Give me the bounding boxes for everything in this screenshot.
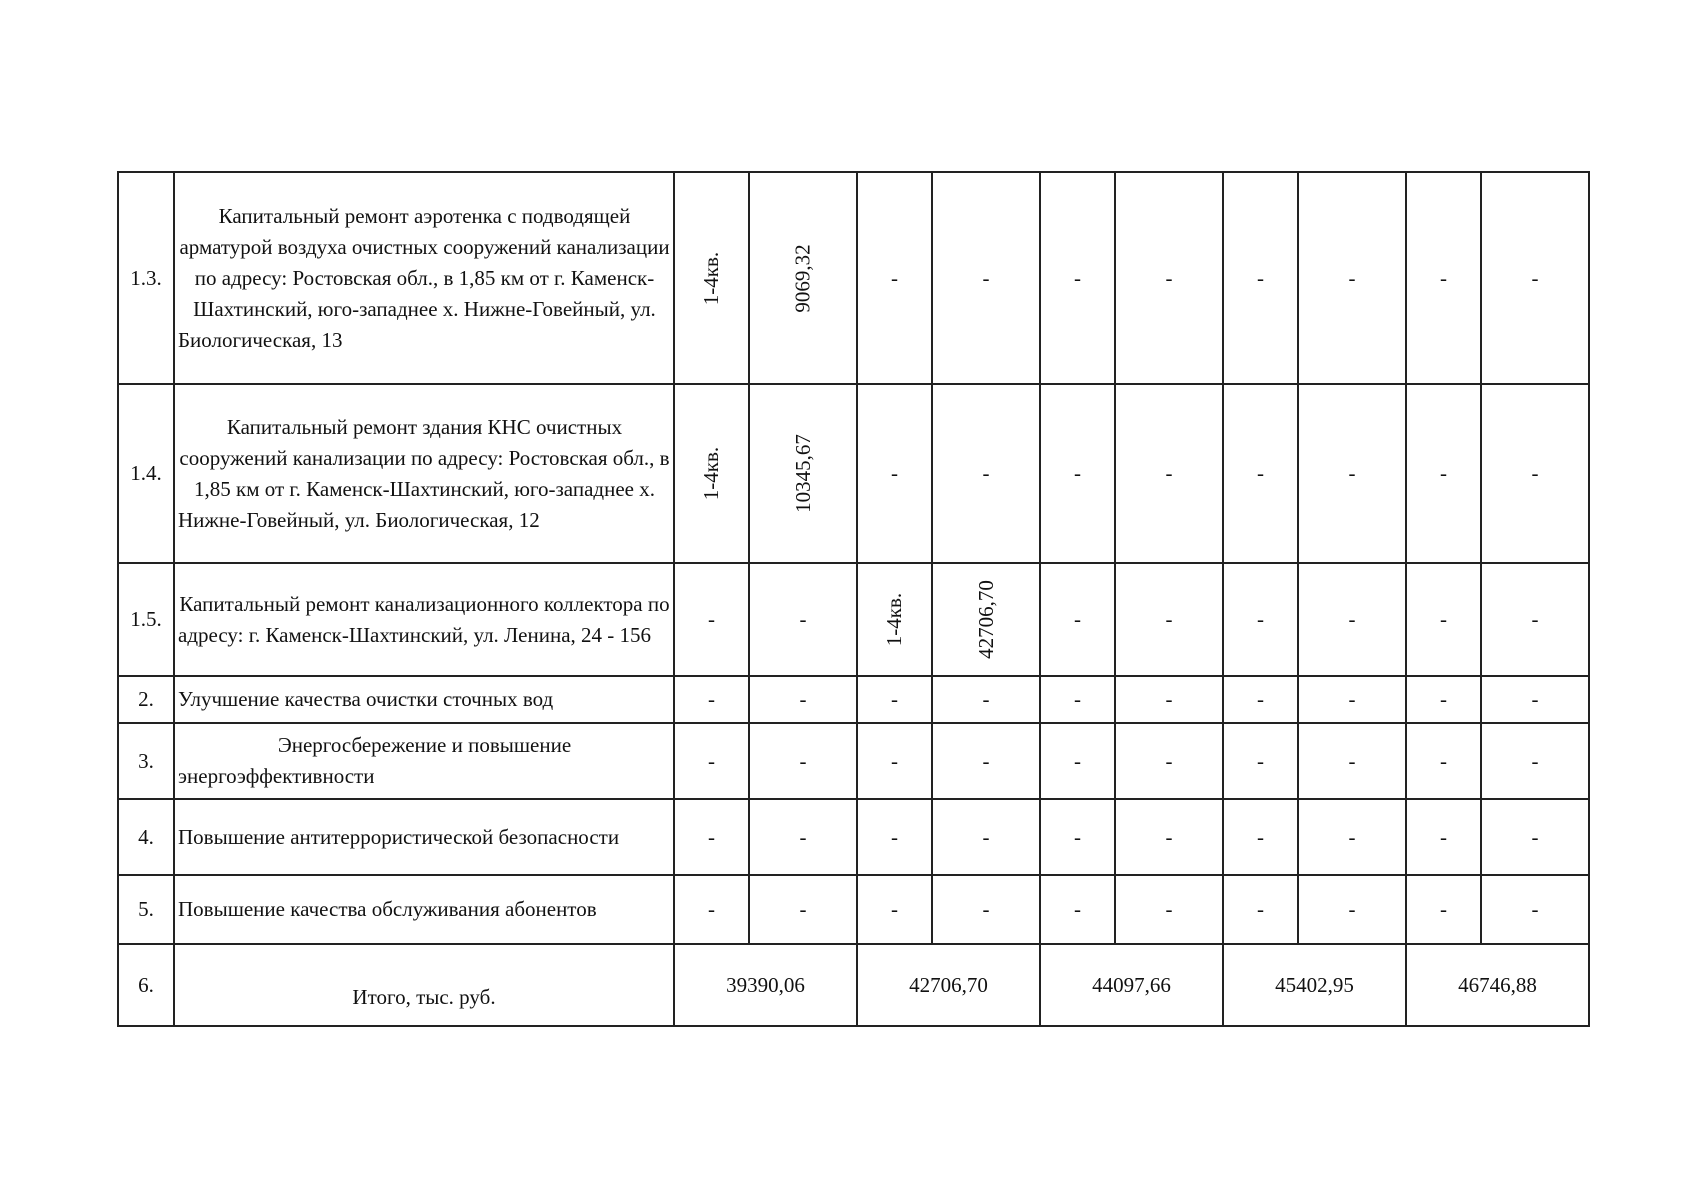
table-cell: -	[1040, 384, 1115, 563]
row-number: 1.5.	[118, 563, 174, 676]
row-description: Повышение антитеррористической безопасности	[174, 799, 674, 875]
row-number: 3.	[118, 723, 174, 799]
row-number: 1.3.	[118, 172, 174, 384]
table-cell: -	[1481, 563, 1589, 676]
table-cell: -	[1298, 799, 1406, 875]
table-cell: -	[857, 384, 932, 563]
table-cell: -	[1040, 723, 1115, 799]
row-number: 5.	[118, 875, 174, 944]
table-row	[118, 676, 1589, 723]
row-description: Капитальный ремонт канализационного коллектора по адресу: г. Каменск-Шахтинский, ул. Ленина, 24 - 156	[174, 563, 674, 676]
table-cell: -	[857, 723, 932, 799]
table-cell: -	[1298, 875, 1406, 944]
table-cell: -	[857, 799, 932, 875]
table-cell: -	[1115, 875, 1223, 944]
row-description: Капитальный ремонт аэротенка с подводящей арматурой воздуха очистных сооружений канализации по адресу: Ростовская обл., в 1,85 км от г. Каменск-Шахтинский, юго-западнее х. Нижне-Говейный, ул. Биологическая, 13	[174, 172, 674, 384]
table-cell: -	[1115, 799, 1223, 875]
table-cell: -	[674, 676, 749, 723]
table-cell: -	[1115, 723, 1223, 799]
table-cell: -	[1115, 384, 1223, 563]
amount-cell: 42706,70	[932, 563, 1040, 676]
row-description: Капитальный ремонт здания КНС очистных сооружений канализации по адресу: Ростовская обл., в 1,85 км от г. Каменск-Шахтинский, юго-западнее х. Нижне-Говейный, ул. Биологическая, 12	[174, 384, 674, 563]
row-number: 4.	[118, 799, 174, 875]
table-cell: -	[932, 799, 1040, 875]
table-cell: -	[1481, 723, 1589, 799]
period-cell: 1-4кв.	[674, 384, 749, 563]
table-cell: -	[1406, 384, 1481, 563]
table-cell: -	[1115, 563, 1223, 676]
table-cell: -	[932, 384, 1040, 563]
table-cell: -	[1298, 676, 1406, 723]
row-description: Улучшение качества очистки сточных вод	[174, 676, 674, 723]
table-cell: -	[1040, 799, 1115, 875]
total-value: 39390,06	[674, 944, 857, 1026]
table-cell: -	[1223, 799, 1298, 875]
table-cell: -	[1115, 676, 1223, 723]
table-cell: -	[1298, 172, 1406, 384]
table-cell: -	[857, 875, 932, 944]
table-cell: -	[1040, 875, 1115, 944]
table-cell: -	[1040, 676, 1115, 723]
table-cell: -	[749, 723, 857, 799]
table-cell: -	[1481, 384, 1589, 563]
table-cell: -	[1115, 172, 1223, 384]
table-cell: -	[1406, 799, 1481, 875]
table-cell: -	[749, 676, 857, 723]
table-cell: -	[932, 875, 1040, 944]
total-value: 42706,70	[857, 944, 1040, 1026]
table-row	[118, 799, 1589, 875]
table-cell: -	[932, 676, 1040, 723]
row-description: Энергосбережение и повышение энергоэффективности	[174, 723, 674, 799]
table-cell: -	[1223, 384, 1298, 563]
table-row	[118, 384, 1589, 563]
table-cell: -	[1223, 676, 1298, 723]
table-cell: -	[674, 875, 749, 944]
table-cell: -	[1223, 563, 1298, 676]
investment-program-table	[117, 171, 1590, 1027]
table-cell: -	[1040, 563, 1115, 676]
table-cell: -	[749, 799, 857, 875]
table-cell: -	[1406, 563, 1481, 676]
table-cell: -	[1406, 723, 1481, 799]
table-row	[118, 563, 1589, 676]
table-cell: -	[1481, 676, 1589, 723]
row-number: 2.	[118, 676, 174, 723]
table-row	[118, 875, 1589, 944]
row-number: 1.4.	[118, 384, 174, 563]
table-cell: -	[1406, 875, 1481, 944]
table-row	[118, 172, 1589, 384]
total-label: Итого, тыс. руб.	[174, 944, 674, 1026]
table-cell: -	[1406, 172, 1481, 384]
table-cell: -	[1298, 723, 1406, 799]
table-row	[118, 723, 1589, 799]
total-value: 44097,66	[1040, 944, 1223, 1026]
table-cell: -	[1040, 172, 1115, 384]
table-cell: -	[1223, 723, 1298, 799]
row-description: Повышение качества обслуживания абонентов	[174, 875, 674, 944]
row-number: 6.	[118, 944, 174, 1026]
table-cell: -	[1406, 676, 1481, 723]
total-value: 46746,88	[1406, 944, 1589, 1026]
amount-cell: 10345,67	[749, 384, 857, 563]
table-cell: -	[1481, 172, 1589, 384]
table-cell: -	[1481, 799, 1589, 875]
total-row	[118, 944, 1589, 1026]
table-cell: -	[674, 563, 749, 676]
period-cell: 1-4кв.	[674, 172, 749, 384]
table-cell: -	[1298, 384, 1406, 563]
period-cell: 1-4кв.	[857, 563, 932, 676]
table-cell: -	[857, 172, 932, 384]
table-cell: -	[932, 723, 1040, 799]
amount-cell: 9069,32	[749, 172, 857, 384]
table-cell: -	[932, 172, 1040, 384]
table-cell: -	[749, 563, 857, 676]
table-cell: -	[1298, 563, 1406, 676]
table-cell: -	[749, 875, 857, 944]
table-cell: -	[674, 799, 749, 875]
table-cell: -	[1223, 172, 1298, 384]
total-value: 45402,95	[1223, 944, 1406, 1026]
table-cell: -	[1481, 875, 1589, 944]
table-cell: -	[674, 723, 749, 799]
table-cell: -	[857, 676, 932, 723]
table-cell: -	[1223, 875, 1298, 944]
